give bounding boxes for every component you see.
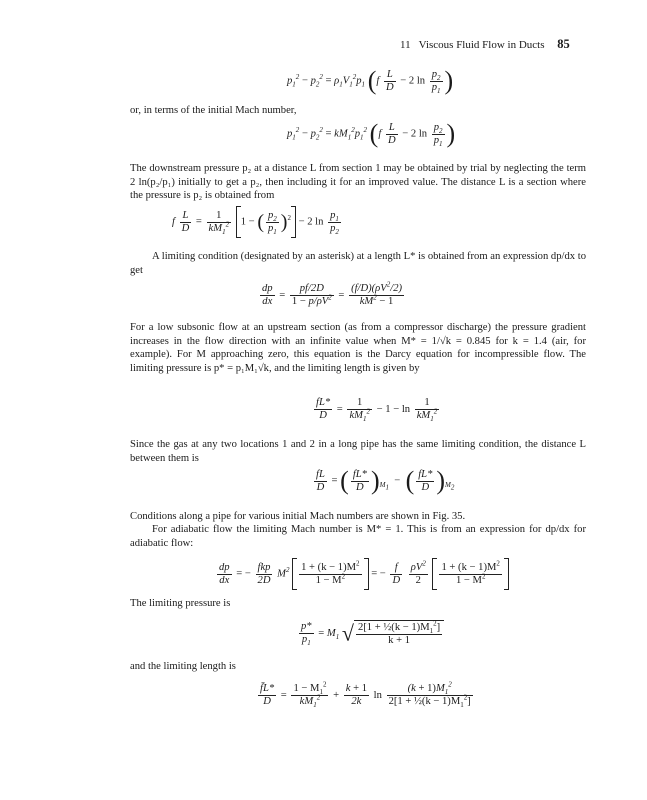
equation-4: $\frac{dp}{dx}$ = $\frac{pf/2D}{1 - p/\rho V^2}$ = $\frac{(f/D)(\rho V^2/2)}{kM^2 - 1}$ <box>262 280 403 307</box>
equation-1: $p_1^2 - p_2^2 = \rho_1V_1^2p_1$ (f $\frac{L}{D}$ − 2 ln $\frac{p_2}{p_1}$ ) <box>287 66 454 95</box>
equation-5: $\frac{fL*}{D}$ = $\frac{1}{kM_1^2}$ − 1 − ln $\frac{1}{kM_1^2}$ <box>316 397 438 424</box>
equation-7: $\frac{dp}{dx}$ = − $\frac{\text{fkp}}{2D}$ $M^2$ $\frac{1 + (k - 1)M^2}{1 - M^2}$ = − $\frac{f}{D}$ $\frac{\rho V^2}{2}$ $\frac{1 + (k - 1)M^2}{1 - M^2}$ <box>215 558 509 590</box>
equation-6: $\frac{fL}{D}$ = ( $\frac{fL*}{D}$ )$_{M_1}$ − ( $\frac{fL*}{D}$ )$_{M_2}$ <box>316 466 455 495</box>
chapter-number: 11 <box>400 39 411 51</box>
page-number: 85 <box>557 37 570 51</box>
paragraph-5: Since the gas at any two locations 1 and 2 in a long pipe has the same limiting condition, the distance L between them is <box>130 439 586 464</box>
paragraph-9: and the limiting length is <box>130 661 236 672</box>
paragraph-8: The limiting pressure is <box>130 598 231 609</box>
chapter-title: Viscous Fluid Flow in Ducts <box>418 39 545 51</box>
paragraph-7: For adiabatic flow the limiting Mach number is M* = 1. This is from an expression for dp/dx for adiabatic flow: <box>130 524 586 549</box>
paragraph-6: Conditions along a pipe for various initial Mach numbers are shown in Fig. 35. <box>130 511 466 522</box>
equation-9: $\frac{f̄L*}{D}$ = $\frac{1 - M_1^2}{kM_1^2}$ + $\frac{k + 1}{2k}$ ln $\frac{(k + 1)M_1^2}{2[1 + \frac{1}{2}(k - 1)M_1^2]}$ <box>260 680 471 710</box>
paragraph-4: For a low subsonic flow at an upstream section (as from a compressor discharge) the pressure gradient increases in the flow direction with an infinite value when M* = 1/√k = 0.845 for k = 1.4 (air, for example). For M approaching zero, this equation is the Darcy equation for incompressible flow. The limiting pressure is p* = p₁M₁√k, and the limiting length is given by <box>130 322 586 374</box>
paragraph-2: The downstream pressure p₂ at a distance L from section 1 may be obtained by trial by neglecting the term 2 ln(p₂/p₁) initially to get a p₂, then including it for an improved value. The distance L is a section where the pressure is p₂ is obtained from <box>130 163 586 202</box>
equation-3: f $\frac{L}{D}$ = $\frac{1}{kM_1^2}$ 1 − ( $\frac{p_2}{p_1}$ )$^2$ − 2 ln $\frac{p_1}{p_2}$ <box>172 206 343 238</box>
paragraph-3: A limiting condition (designated by an asterisk) at a length L* is obtained from an expression dp/dx to get <box>130 251 586 276</box>
equation-2: $p_1^2 - p_2^2 = kM_1^2p_1^2$ (f $\frac{L}{D}$ − 2 ln $\frac{p_2}{p_1}$ ) <box>287 119 456 148</box>
paragraph-1: or, in terms of the initial Mach number, <box>130 105 297 116</box>
running-header <box>400 38 586 53</box>
equation-8: $\frac{p*}{p_1}$ = $M_1$ √ $\frac{2[1 + \frac{1}{2}(k - 1)M_1^2]}{k + 1}$ <box>297 620 444 647</box>
